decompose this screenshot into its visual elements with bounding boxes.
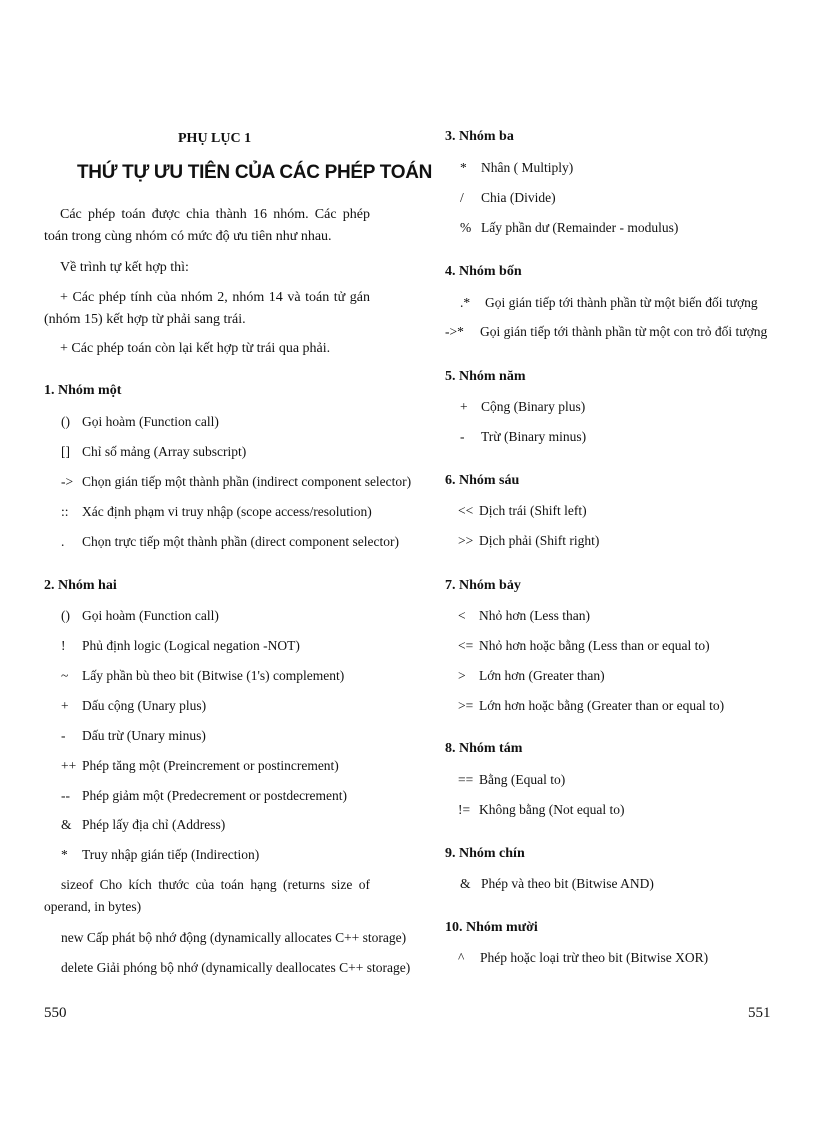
operator: :: xyxy=(61,504,69,519)
operator: % xyxy=(460,220,472,235)
intro-paragraph: Các phép toán được chia thành 16 nhóm. Các phép toán trong cùng nhóm có mức độ ưu tiên như nhau. xyxy=(44,207,370,244)
operator-desc: Lớn hơn (Greater than) xyxy=(479,668,605,683)
list-item xyxy=(460,429,586,445)
operator-desc: Không bằng (Not equal to) xyxy=(479,802,625,817)
operator-desc: Phép hoặc loại trừ theo bit (Bitwise XOR) xyxy=(480,950,709,965)
list-item xyxy=(61,474,411,490)
list-item xyxy=(61,698,206,714)
page-title: THỨ TỰ ƯU TIÊN CỦA CÁC PHÉP TOÁN xyxy=(77,162,433,183)
operator-desc: Lấy phần bù theo bit (Bitwise (1's) complement) xyxy=(82,668,345,683)
list-item xyxy=(460,160,573,176)
operator-desc: Gọi gián tiếp tới thành phần từ một biến đối tượng xyxy=(485,295,758,310)
operator: [] xyxy=(61,444,70,459)
operator-desc: Nhân ( Multiply) xyxy=(481,160,574,175)
operator-desc: Lấy phần dư (Remainder - modulus) xyxy=(481,220,679,235)
operator: << xyxy=(458,503,474,518)
list-item xyxy=(460,295,758,311)
list-item xyxy=(458,638,710,654)
list-item xyxy=(61,817,225,833)
group6-heading: 6. Nhóm sáu xyxy=(445,473,520,488)
operator-desc: Dấu trừ (Unary minus) xyxy=(82,728,206,743)
sizeof-item: sizeof Cho kích thước của toán hạng (returns size of operand, in bytes) xyxy=(44,877,370,914)
list-item xyxy=(460,220,678,236)
operator: <= xyxy=(458,638,474,653)
list-item xyxy=(458,608,590,624)
page-number-right: 551 xyxy=(748,1005,771,1021)
operator: * xyxy=(61,847,68,862)
list-item xyxy=(458,698,724,714)
operator-desc: Dịch trái (Shift left) xyxy=(479,503,587,518)
operator-desc: Phép tăng một (Preincrement or postincrement) xyxy=(82,758,339,773)
operator-desc: Phép và theo bit (Bitwise AND) xyxy=(481,876,654,891)
page-number-left: 550 xyxy=(44,1005,67,1021)
list-item xyxy=(458,503,587,519)
list-item xyxy=(61,758,339,774)
new-item: new Cấp phát bộ nhớ động (dynamically allocates C++ storage) xyxy=(61,930,407,945)
group2-heading: 2. Nhóm hai xyxy=(44,578,117,593)
operator-desc: Gọi hoàm (Function call) xyxy=(82,414,219,429)
list-item xyxy=(460,190,556,206)
operator-desc: Trừ (Binary minus) xyxy=(481,429,587,444)
operator-desc: Lớn hơn hoặc bằng (Greater than or equal to) xyxy=(479,698,725,713)
group9-heading: 9. Nhóm chín xyxy=(445,846,525,861)
operator: > xyxy=(458,668,466,683)
group4-heading: 4. Nhóm bốn xyxy=(445,264,522,279)
delete-item: delete Giải phóng bộ nhớ (dynamically deallocates C++ storage) xyxy=(61,960,411,975)
operator-desc: Bằng (Equal to) xyxy=(479,772,566,787)
operator-desc: Chọn gián tiếp một thành phần (indirect component selector) xyxy=(82,474,412,489)
operator-desc: Xác định phạm vi truy nhập (scope access/resolution) xyxy=(82,504,372,519)
list-item xyxy=(61,534,399,550)
operator: * xyxy=(460,160,467,175)
operator-desc: Chỉ số mảng (Array subscript) xyxy=(82,444,247,459)
operator: + xyxy=(61,698,69,713)
list-item xyxy=(460,399,585,415)
operator: - xyxy=(460,429,465,444)
group8-heading: 8. Nhóm tám xyxy=(445,741,523,756)
operator: ^ xyxy=(458,950,465,965)
operator-desc: Nhỏ hơn hoặc bằng (Less than or equal to) xyxy=(479,638,710,653)
list-item xyxy=(458,533,599,549)
operator: == xyxy=(458,772,474,787)
operator: . xyxy=(61,534,65,549)
operator: () xyxy=(61,414,70,429)
operator-desc: Chia (Divide) xyxy=(481,190,556,205)
list-item xyxy=(61,788,347,804)
list-item xyxy=(61,414,219,430)
operator-desc: Phép giảm một (Predecrement or postdecrement) xyxy=(82,788,348,803)
list-item xyxy=(61,728,206,744)
list-item xyxy=(458,950,708,966)
list-item xyxy=(61,638,300,654)
list-item xyxy=(61,444,246,460)
operator: ~ xyxy=(61,668,69,683)
operator-desc: Phủ định logic (Logical negation -NOT) xyxy=(82,638,300,653)
intro-left-to-right: + Các phép toán còn lại kết hợp từ trái qua phải. xyxy=(60,341,331,356)
operator-desc: Gọi hoàm (Function call) xyxy=(82,608,219,623)
operator: + xyxy=(460,399,468,414)
operator: ++ xyxy=(61,758,77,773)
list-item xyxy=(460,876,654,892)
operator: != xyxy=(458,802,471,817)
intro-associativity: Về trình tự kết hợp thì: xyxy=(60,260,189,275)
operator: .* xyxy=(460,295,471,310)
operator-desc: Dấu cộng (Unary plus) xyxy=(82,698,207,713)
list-item xyxy=(458,802,624,818)
operator: -> xyxy=(61,474,74,489)
operator-desc: Nhỏ hơn (Less than) xyxy=(479,608,590,623)
operator: - xyxy=(61,728,66,743)
operator-desc: Truy nhập gián tiếp (Indirection) xyxy=(82,847,260,862)
list-item xyxy=(61,847,259,863)
group3-heading: 3. Nhóm ba xyxy=(445,129,514,144)
group7-heading: 7. Nhóm bảy xyxy=(445,578,521,593)
operator-desc: Cộng (Binary plus) xyxy=(481,399,586,414)
operator: < xyxy=(458,608,466,623)
group10-heading: 10. Nhóm mười xyxy=(445,920,538,935)
list-item xyxy=(458,772,565,788)
operator: & xyxy=(460,876,471,891)
operator: & xyxy=(61,817,72,832)
list-item xyxy=(61,608,219,624)
operator-desc: Dịch phải (Shift right) xyxy=(479,533,600,548)
operator-desc: Phép lấy địa chỉ (Address) xyxy=(82,817,226,832)
operator: >= xyxy=(458,698,474,713)
group1-heading: 1. Nhóm một xyxy=(44,383,122,398)
list-item xyxy=(458,668,605,684)
operator-desc: Gọi gián tiếp tới thành phần từ một con trỏ đối tượng xyxy=(480,324,768,339)
appendix-label: PHỤ LỤC 1 xyxy=(178,131,252,146)
list-item xyxy=(445,324,767,340)
list-item xyxy=(61,668,344,684)
operator: -- xyxy=(61,788,70,803)
intro-right-to-left: + Các phép tính của nhóm 2, nhóm 14 và toán tử gán (nhóm 15) kết hợp từ phải sang trái. xyxy=(44,290,370,327)
operator: / xyxy=(460,190,464,205)
operator: >> xyxy=(458,533,474,548)
operator: ->* xyxy=(445,324,464,339)
operator: () xyxy=(61,608,70,623)
list-item xyxy=(61,504,372,520)
operator: ! xyxy=(61,638,66,653)
operator-desc: Chọn trực tiếp một thành phần (direct component selector) xyxy=(82,534,399,549)
group5-heading: 5. Nhóm năm xyxy=(445,369,526,384)
